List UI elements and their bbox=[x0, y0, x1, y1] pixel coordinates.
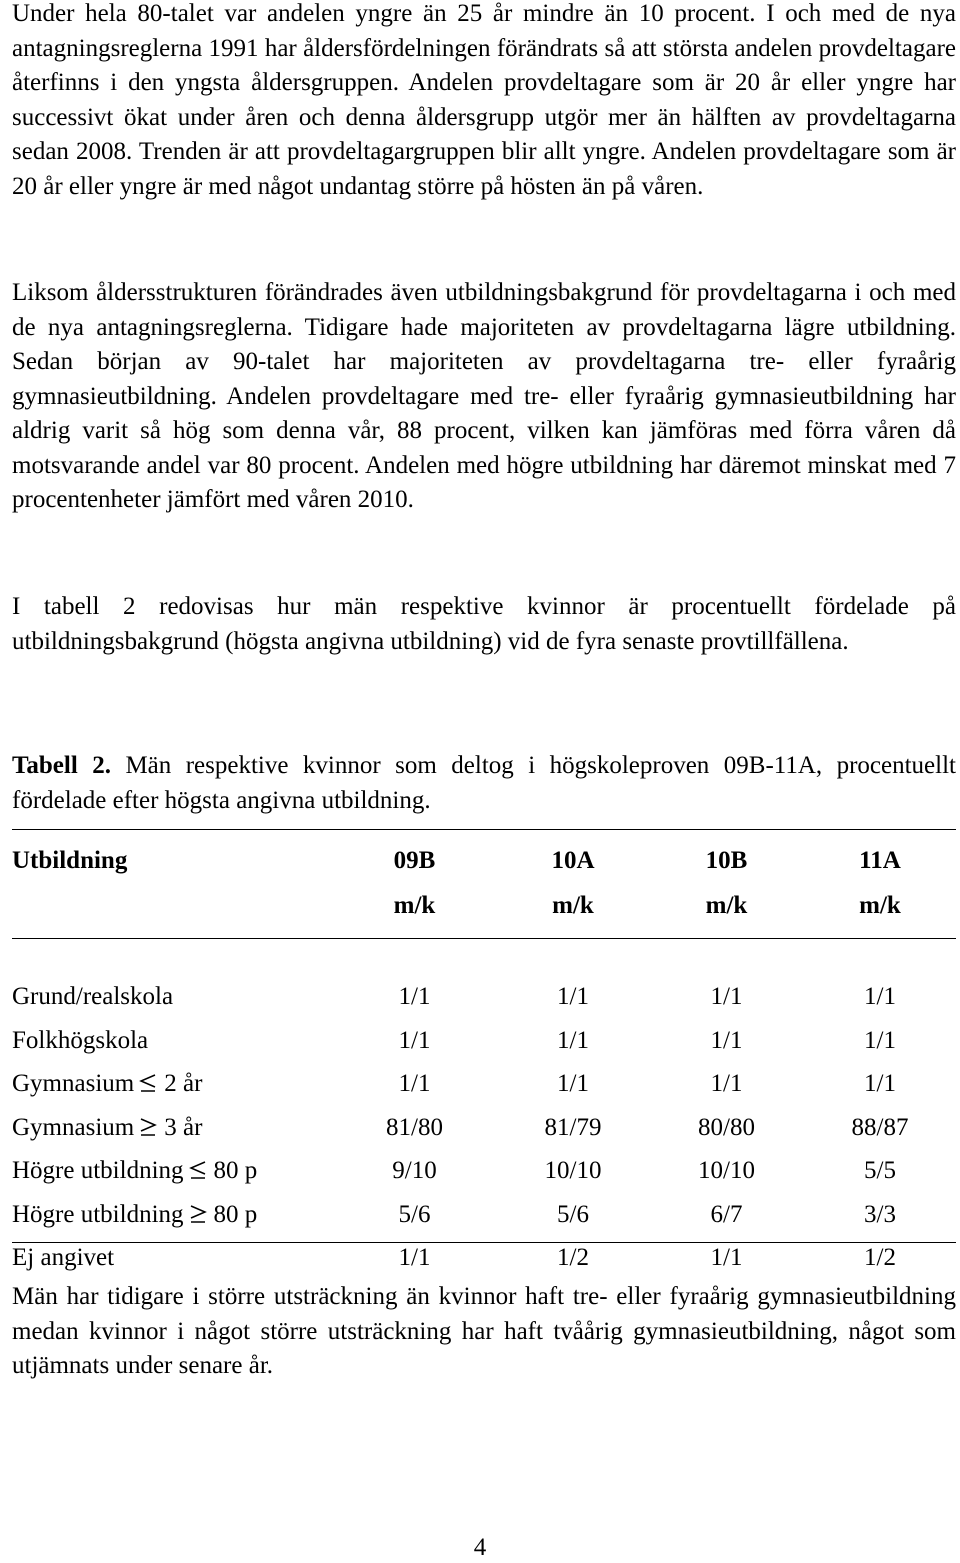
table-cell: 10/10 bbox=[544, 1157, 602, 1185]
column-subheader: m/k bbox=[705, 892, 748, 919]
row-label: Grund/realskola bbox=[12, 983, 174, 1011]
table-cell: 1/1 bbox=[398, 1070, 431, 1098]
less-than-or-equal-icon bbox=[138, 1073, 158, 1093]
row-label: Ej angivet bbox=[12, 1244, 115, 1272]
table-cell: 5/6 bbox=[398, 1200, 431, 1228]
table-row bbox=[12, 976, 956, 1020]
table-subheader-row bbox=[12, 880, 956, 932]
column-header-education: Utbildning bbox=[12, 847, 128, 874]
table-cell: 1/1 bbox=[398, 1244, 431, 1272]
table-row bbox=[12, 1150, 956, 1194]
table-cell: 81/79 bbox=[544, 1113, 602, 1141]
table-cell: 1/1 bbox=[398, 983, 431, 1011]
table-cell: 1/1 bbox=[557, 1026, 589, 1054]
table-cell: 1/1 bbox=[864, 1026, 896, 1054]
column-header-10b: 10B bbox=[705, 847, 748, 874]
table-row bbox=[12, 1193, 956, 1237]
column-subheader: m/k bbox=[859, 892, 901, 919]
paragraph-gender-comparison: Män har tidigare i större utsträckning än kvinnor haft tre- eller fyraårig gymnasieutbildning medan kvinnor i något större utsträckning har haft tvåårig gymnasieutbildning, något som utjämnats under senare år. bbox=[12, 1283, 956, 1379]
table-cell: 6/7 bbox=[710, 1200, 743, 1228]
table-cell: 1/1 bbox=[710, 983, 743, 1011]
table-cell: 1/1 bbox=[398, 1026, 431, 1054]
table-cell: 1/1 bbox=[710, 1026, 743, 1054]
row-label: Gymnasium 3 år bbox=[12, 1113, 203, 1141]
education-table bbox=[12, 842, 956, 1280]
paragraph-age-distribution: Under hela 80-talet var andelen yngre än 25 år mindre än 10 procent. I och med de nya antagningsreglerna 1991 har åldersfördelningen förändrats så att största andelen provdeltagare återfinns i den yngsta åldersgruppen. Andelen provdeltagare som är 20 år eller yngre har successivt ökat under åren och denna åldersgrupp utgör mer än hälften av provdeltagarna sedan 2008. Trenden är att provdeltagargruppen blir allt yngre. Andelen provdeltagare som är 20 år eller yngre är med något undantag större på hösten än på våren. bbox=[12, 0, 956, 200]
table-top-rule bbox=[12, 829, 956, 830]
column-subheader: m/k bbox=[552, 892, 594, 919]
table-cell: 1/2 bbox=[864, 1244, 896, 1272]
table-cell: 3/3 bbox=[864, 1200, 896, 1228]
table-cell: 9/10 bbox=[392, 1157, 437, 1185]
table-cell: 5/5 bbox=[864, 1157, 896, 1185]
table-cell: 1/1 bbox=[710, 1070, 743, 1098]
greater-than-or-equal-icon bbox=[138, 1117, 158, 1137]
column-header-11a: 11A bbox=[859, 847, 901, 874]
table-caption-text: Män respektive kvinnor som deltog i högskoleproven 09B-11A, procentuellt fördelade efter högsta angivna utbildning. bbox=[12, 752, 956, 814]
table-cell: 10/10 bbox=[698, 1157, 755, 1185]
table-cell: 80/80 bbox=[698, 1113, 755, 1141]
row-label: Högre utbildning 80 p bbox=[12, 1157, 258, 1185]
table-cell: 88/87 bbox=[851, 1113, 909, 1141]
row-label: Gymnasium 2 år bbox=[12, 1070, 203, 1098]
table-row bbox=[12, 1106, 956, 1150]
table-row bbox=[12, 1063, 956, 1107]
table-cell: 5/6 bbox=[557, 1200, 589, 1228]
paragraph-table-intro: I tabell 2 redovisas hur män respektive kvinnor är procentuellt fördelade på utbildningsbakgrund (högsta angivna utbildning) vid de fyra senaste provtillfällena. bbox=[12, 593, 956, 655]
table-cell: 1/1 bbox=[557, 983, 589, 1011]
table-caption bbox=[12, 749, 956, 818]
table-cell: 1/1 bbox=[864, 983, 896, 1011]
column-subheader: m/k bbox=[393, 892, 436, 919]
row-label: Folkhögskola bbox=[12, 1026, 149, 1054]
table-cell: 1/2 bbox=[557, 1244, 589, 1272]
page-number: 4 bbox=[473, 1534, 487, 1561]
column-header-09b: 09B bbox=[393, 847, 436, 874]
table-caption-label: Tabell 2. bbox=[12, 752, 111, 779]
paragraph-education-background: Liksom åldersstrukturen förändrades även utbildningsbakgrund för provdeltagarna i och med de nya antagningsreglerna. Tidigare hade majoriteten av provdeltagarna lägre utbildning. Sedan början av 90-talet har majoriteten av provdeltagarna tre- eller fyraårig gymnasieutbildning. Andelen provdeltagare med tre- eller fyraårig gymnasieutbildning har aldrig varit så hög som denna vår, 88 procent, vilken kan jämföras med förra våren då motsvarande andel var 80 procent. Andelen med högre utbildning har däremot minskat med 7 procentenheter jämfört med våren 2010. bbox=[12, 279, 956, 513]
table-row bbox=[12, 1237, 956, 1281]
less-than-or-equal-icon bbox=[188, 1160, 208, 1180]
table-header-row bbox=[12, 842, 956, 880]
table-cell: 1/1 bbox=[557, 1070, 589, 1098]
table-cell: 1/1 bbox=[864, 1070, 896, 1098]
greater-than-or-equal-icon bbox=[188, 1204, 208, 1224]
table-cell: 81/80 bbox=[386, 1113, 443, 1141]
row-label: Högre utbildning 80 p bbox=[12, 1200, 258, 1228]
table-row bbox=[12, 1019, 956, 1063]
table-cell: 1/1 bbox=[710, 1244, 743, 1272]
column-header-10a: 10A bbox=[551, 847, 595, 874]
